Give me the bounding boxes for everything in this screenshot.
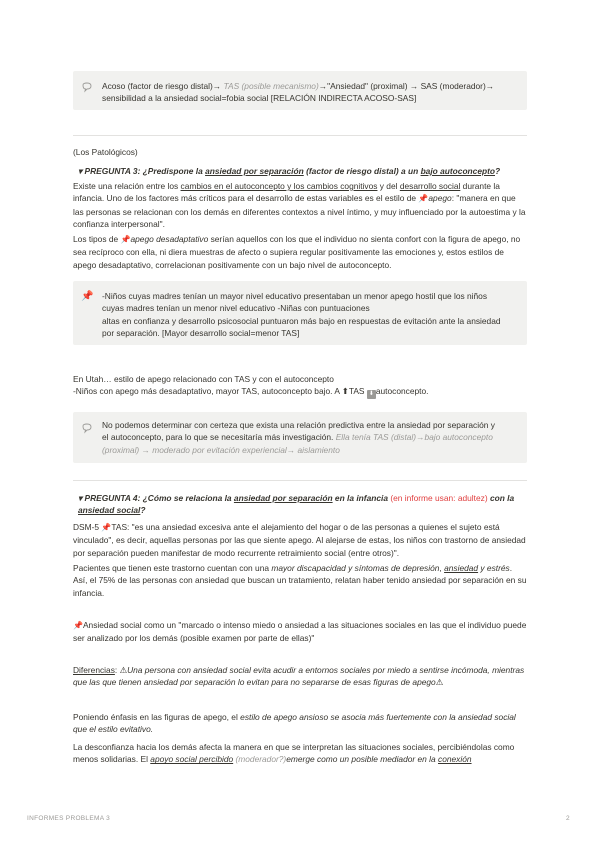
text: ? bbox=[495, 166, 501, 176]
callout-madres bbox=[73, 281, 527, 345]
text: desarrollo social bbox=[399, 181, 461, 191]
footer-title: INFORMES PROBLEMA 3 bbox=[27, 815, 110, 822]
text: TAS: "es una ansiedad excesiva ante el alejamiento del hogar o de las personas a quienes el sujeto está vinculado", es decir, aquellas personas por las que siente apego. Al alejarse de estas, los niños con trastorno de ansiedad por separación pueden manifestar de modo recurrente retraimiento social (entre otros)". bbox=[73, 522, 526, 558]
text: altas en confianza y desarrollo psicosocial puntuaron más bajo en respuestas de evitación ante la ansiedad bbox=[102, 315, 501, 326]
text: DSM-5 bbox=[73, 522, 102, 532]
warning-icon: ⚠ bbox=[435, 677, 444, 688]
text: (moderador?) bbox=[233, 754, 287, 765]
divider bbox=[73, 480, 527, 481]
text: Pacientes que tienen este trastorno cuentan con una bbox=[73, 563, 272, 573]
text: : "manera en que las personas se relacionan con los demás en diferentes contextos a nivel íntimo, y muy influenciado por la autoestima y la confianza interpersonal". bbox=[73, 193, 526, 230]
pin-icon: 📌 bbox=[120, 235, 131, 244]
callout-conclusion bbox=[73, 412, 527, 463]
text: serían aquellos con los que el individuo no sienta confort con la figura de apego, no sea recíproco con ella, ni diera muestras de afecto o supiera regular positivamente las emociones y, estos estilos de apego desadaptativo, correlacionan positivamente con un bajo nivel de autoconcepto. bbox=[73, 234, 521, 270]
paragraph-poniendo bbox=[73, 711, 528, 736]
section-label: (Los Patológicos) bbox=[73, 147, 138, 157]
pin-icon: 📌 bbox=[418, 194, 429, 204]
text: (factor de riesgo distal) a un bbox=[303, 166, 421, 176]
text: bajo autoconcepto bbox=[420, 166, 496, 176]
text: (en informe usan: adultez) bbox=[388, 493, 488, 503]
down-arrow-icon: ⬇ bbox=[368, 391, 374, 398]
toggle-heading-q4[interactable] bbox=[78, 492, 528, 517]
page-number: 2 bbox=[566, 815, 570, 822]
pin-icon: 📌 bbox=[81, 291, 94, 302]
text: Ansiedad social como un "marcado o intenso miedo o ansiedad a las situaciones sociales en las que el individuo puede ser analizado por los demás (posible examen por parte de ellas)" bbox=[73, 620, 527, 644]
text: La desconfianza hacia los demás afecta la manera en que se interpretan las situaciones sociales, percibiéndolas como menos solidarias. El bbox=[73, 742, 515, 765]
warning-icon: ⚠ bbox=[119, 665, 128, 675]
text: por separación. [Mayor desarrollo social=menor TAS] bbox=[102, 328, 300, 339]
text: Acoso (factor de riesgo distal)→ bbox=[102, 81, 224, 91]
paragraph-utah bbox=[73, 373, 528, 399]
text: No podemos determinar con certeza que exista una relación predictiva entre la ansiedad por separación y bbox=[102, 420, 495, 430]
text: el autoconcepto, para lo que se necesitaría más investigación. bbox=[102, 432, 336, 443]
callout-madres-text bbox=[102, 290, 517, 340]
text: TAS bbox=[348, 386, 367, 397]
pin-icon: 📌 bbox=[101, 523, 112, 532]
callout-conclusion-text bbox=[102, 419, 517, 456]
text: mayor discapacidad y síntomas de depresión bbox=[271, 563, 440, 573]
text: cuyas madres tenían un menor nivel educativo -Niñas con puntuaciones bbox=[102, 303, 370, 314]
divider bbox=[73, 135, 527, 136]
paragraph-diferencias bbox=[73, 664, 528, 689]
text: ▾ PREGUNTA 3: ¿Predispone la bbox=[78, 166, 206, 176]
text: apego bbox=[428, 193, 452, 204]
text: ansiedad por separación bbox=[205, 166, 304, 176]
text: en la infancia bbox=[332, 493, 388, 503]
text: Los tipos de bbox=[73, 234, 121, 244]
text: estilo de apego ansioso se asocia más fuertemente con la ansiedad social que el estilo evitativo. bbox=[73, 712, 516, 735]
text: ? bbox=[140, 505, 146, 516]
speech-bubble-icon bbox=[81, 82, 95, 96]
speech-bubble-icon bbox=[81, 423, 95, 437]
text: ansiedad por separación bbox=[233, 493, 333, 503]
text: emerge como un posible mediador en la bbox=[286, 754, 439, 765]
text: →"Ansiedad" (proximal) → SAS (moderador)→ bbox=[318, 81, 495, 91]
text: , bbox=[439, 563, 445, 573]
text: ▾ PREGUNTA 4 bbox=[78, 493, 138, 503]
text: con la bbox=[487, 493, 515, 503]
text: apoyo social percibido bbox=[150, 754, 234, 765]
text: Diferencias bbox=[73, 665, 115, 675]
pin-icon: 📌 bbox=[73, 621, 83, 630]
text: apego desadaptativo bbox=[130, 234, 209, 244]
text: y estrés bbox=[478, 563, 510, 573]
callout-acoso bbox=[73, 71, 527, 110]
text: (proximal) → moderado por evitación experiencial→ aislamiento bbox=[102, 444, 340, 455]
text: TAS (posible mecanismo) bbox=[223, 81, 319, 91]
text: Poniendo énfasis en las figuras de apego, el bbox=[73, 712, 241, 722]
text: durante la infancia. Uno de los factores más críticos para el desarrollo de estas variables es el estilo de bbox=[73, 181, 500, 204]
text: Ella tenía TAS (distal)→bajo autoconcepto bbox=[335, 432, 493, 443]
text: Existe una relación entre los bbox=[73, 181, 181, 191]
callout-acoso-text bbox=[102, 80, 517, 105]
up-arrow-icon: ⬆ bbox=[341, 386, 349, 397]
paragraph-desconfianza bbox=[73, 741, 528, 766]
text: -Niños cuyas madres tenían un mayor nivel educativo presentaban un menor apego hostil que los niños bbox=[102, 291, 488, 301]
paragraph-apego bbox=[73, 233, 528, 271]
text: conexión bbox=[438, 754, 472, 765]
text: autoconcepto. bbox=[375, 386, 429, 397]
paragraph-ansiedad-social bbox=[73, 619, 528, 645]
text: -Niños con apego más desadaptativo, mayor TAS, autoconcepto bajo. A bbox=[73, 386, 342, 397]
text: cambios en el autoconcepto y los cambios cognitivos bbox=[180, 181, 378, 191]
text: ansiedad bbox=[444, 563, 479, 573]
text: : bbox=[114, 665, 120, 675]
paragraph-dsm5 bbox=[73, 521, 528, 559]
text: : ¿Cómo se relaciona la bbox=[137, 493, 234, 503]
text: Una persona con ansiedad social evita acudir a entornos sociales por miedo a sentirse incómoda, mientras que las que tienen ansiedad por separación lo evitan para no separarse de esas figuras de apego bbox=[73, 665, 525, 688]
text: y del bbox=[377, 181, 400, 191]
paragraph-pacientes bbox=[73, 562, 528, 599]
text: En Utah… estilo de apego relacionado con TAS y con el autoconcepto bbox=[73, 374, 334, 384]
text: sensibilidad a la ansiedad social=fobia social [RELACIÓN INDIRECTA ACOSO-SAS] bbox=[102, 93, 417, 104]
toggle-heading-q3[interactable] bbox=[78, 165, 528, 177]
text: . Así, el 75% de las personas con ansiedad que buscan un tratamiento, relatan haber tenido ansiedad por separación en su infancia. bbox=[73, 563, 527, 598]
text: ansiedad social bbox=[78, 505, 141, 516]
paragraph-autoconcepto bbox=[73, 180, 528, 231]
